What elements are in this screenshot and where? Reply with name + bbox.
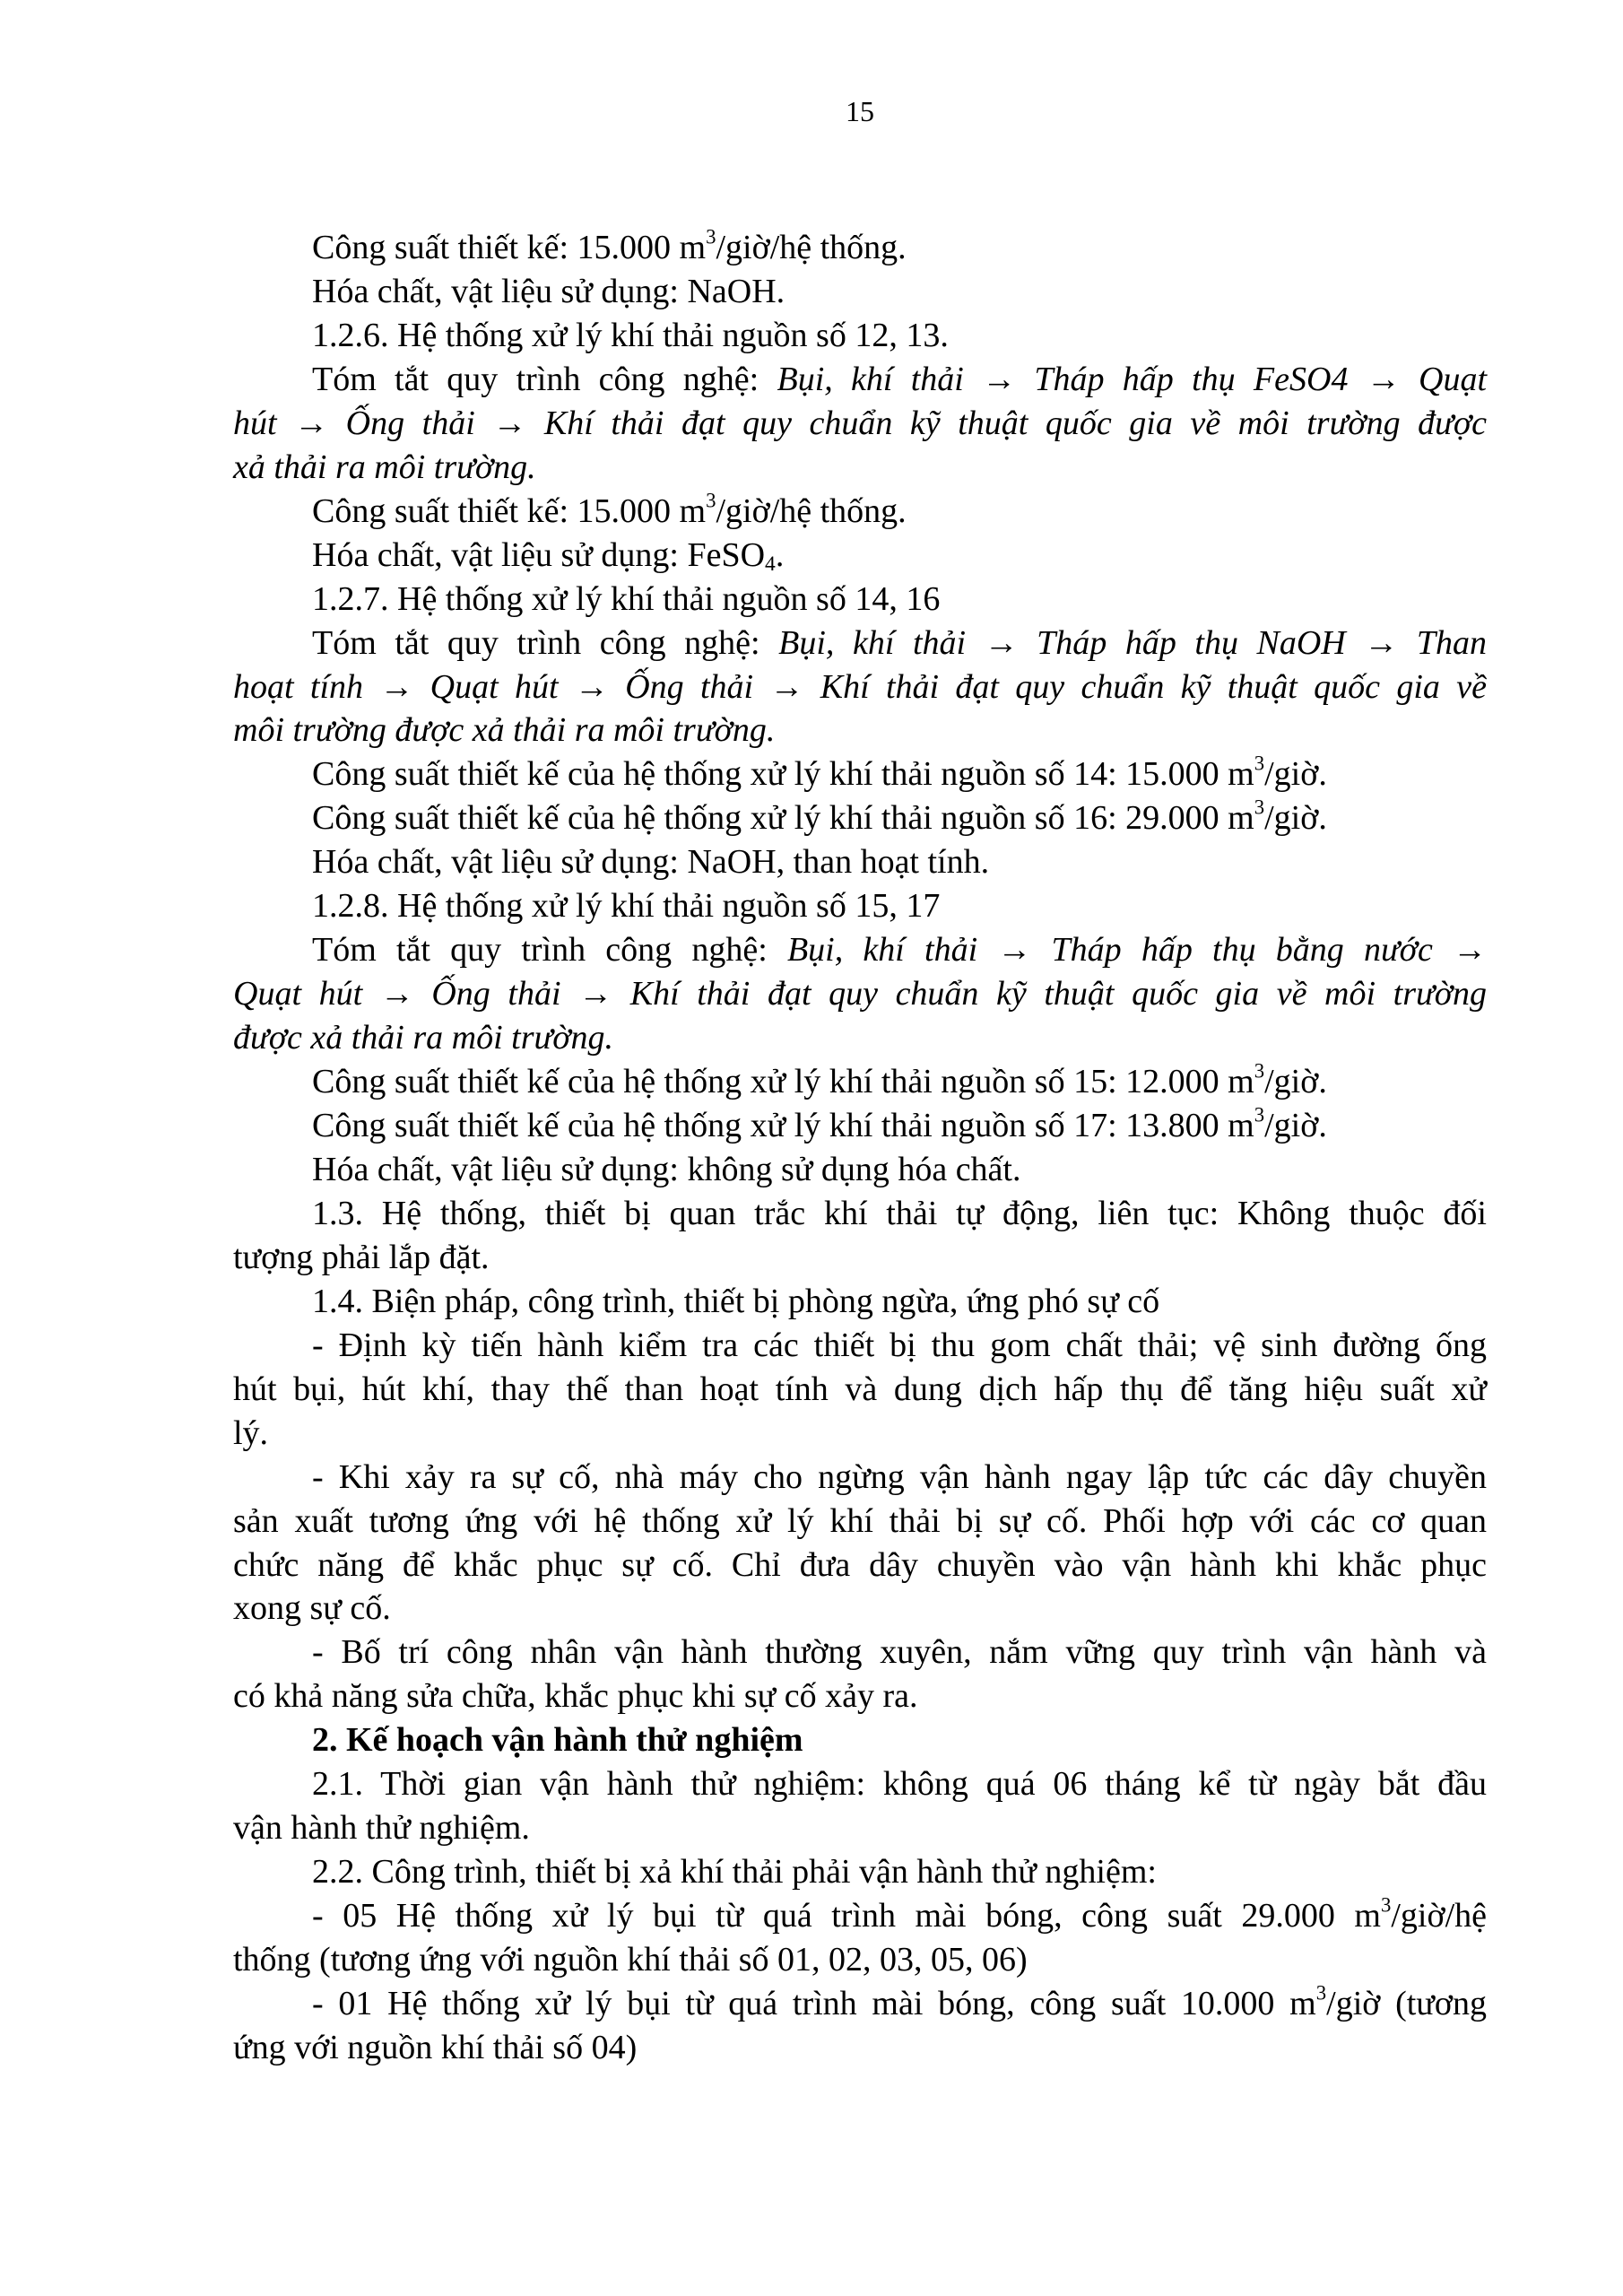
superscript: 3	[1254, 1059, 1265, 1083]
text-line	[233, 1324, 1487, 1367]
text-segment: thống (tương ứng với nguồn khí thải số 01, 02, 03, 05, 06)	[233, 1941, 1028, 1979]
text-segment: Công suất thiết kế của hệ thống xử lý khí thải nguồn số 14: 15.000 m	[312, 755, 1254, 794]
text-segment: vận hành thử nghiệm.	[233, 1809, 530, 1848]
section-heading	[233, 1718, 1487, 1761]
text-line	[233, 884, 1487, 927]
italic-text: Bụi, khí thải → Tháp hấp thụ bằng nước →	[786, 931, 1487, 970]
text-segment: /giờ/hệ thống.	[716, 491, 907, 530]
text-line	[233, 1500, 1487, 1543]
text-segment: Hóa chất, vật liệu sử dụng: NaOH.	[312, 272, 785, 310]
text-segment: 2.1. Thời gian vận hành thử nghiệm: không quá 06 tháng kể từ ngày bắt đầu	[312, 1765, 1487, 1804]
text-line	[233, 1060, 1487, 1103]
text-line	[233, 665, 1487, 709]
text-segment: - 05 Hệ thống xử lý bụi từ quá trình mài bóng, công suất 29.000 m	[312, 1897, 1381, 1935]
italic-text: Bụi, khí thải → Tháp hấp thụ NaOH → Than	[778, 623, 1487, 662]
text-segment: /giờ.	[1264, 1063, 1327, 1101]
text-segment: ứng với nguồn khí thải số 04)	[233, 2028, 638, 2066]
text-line	[233, 402, 1487, 445]
text-segment: Hóa chất, vật liệu sử dụng: không sử dụng hóa chất.	[312, 1150, 1021, 1188]
text-line	[233, 1368, 1487, 1411]
text-line	[233, 928, 1487, 971]
text-line	[233, 1412, 1487, 1455]
text-segment: Công suất thiết kế của hệ thống xử lý khí thải nguồn số 16: 29.000 m	[312, 799, 1254, 838]
text-line	[233, 358, 1487, 401]
text-segment: 1.2.8. Hệ thống xử lý khí thải nguồn số 15, 17	[312, 887, 941, 926]
text-line	[233, 1544, 1487, 1587]
italic-text: hoạt tính → Quạt hút → Ống thải → Khí thải đạt quy chuẩn kỹ thuật quốc gia về	[233, 667, 1487, 706]
text-line	[233, 1674, 1487, 1718]
superscript: 3	[1380, 1893, 1392, 1917]
text-segment: /giờ/hệ thống.	[716, 229, 907, 266]
italic-text: hút → Ống thải → Khí thải đạt quy chuẩn kỹ thuật quốc gia về môi trường được	[233, 404, 1487, 442]
text-segment: Tóm tắt quy trình công nghệ:	[312, 623, 779, 662]
text-line	[233, 1806, 1487, 1849]
text-line	[233, 1456, 1487, 1499]
text-segment: Công suất thiết kế của hệ thống xử lý khí thải nguồn số 17: 13.800 m	[312, 1107, 1254, 1144]
text-segment: tượng phải lắp đặt.	[233, 1238, 490, 1276]
text-segment: Hóa chất, vật liệu sử dụng: NaOH, than hoạt tính.	[312, 843, 990, 882]
superscript: 3	[706, 225, 716, 248]
text-segment: chức năng để khắc phục sự cố. Chỉ đưa dây chuyền vào vận hành khi khắc phục	[233, 1545, 1487, 1584]
text-line	[233, 1016, 1487, 1059]
text-segment: sản xuất tương ứng với hệ thống xử lý khí thải bị sự cố. Phối hợp với các cơ quan	[233, 1501, 1487, 1540]
text-line	[233, 578, 1487, 621]
text-segment: - Bố trí công nhân vận hành thường xuyên, nắm vững quy trình vận hành và	[312, 1633, 1487, 1672]
superscript: 3	[1315, 1981, 1327, 2005]
text-line	[233, 1280, 1487, 1323]
text-line	[233, 752, 1487, 796]
text-line	[233, 2026, 1487, 2069]
text-segment: - Định kỳ tiến hành kiểm tra các thiết bị thu gom chất thải; vệ sinh đường ống	[312, 1326, 1487, 1364]
text-segment: 1.4. Biện pháp, công trình, thiết bị phòng ngừa, ứng phó sự cố	[312, 1282, 1160, 1320]
text-line	[233, 709, 1487, 752]
text-segment: 1.2.6. Hệ thống xử lý khí thải nguồn số 12, 13.	[312, 316, 949, 354]
text-segment: 2. Kế hoạch vận hành thử nghiệm	[312, 1721, 803, 1760]
text-line	[233, 622, 1487, 665]
text-segment: /giờ.	[1264, 799, 1327, 838]
italic-text: môi trường được xả thải ra môi trường.	[233, 711, 776, 750]
text-segment: Tóm tắt quy trình công nghệ:	[312, 931, 787, 970]
text-segment: /giờ/hệ	[1391, 1897, 1487, 1935]
page-number: 15	[846, 95, 874, 127]
text-line	[233, 1850, 1487, 1893]
text-segment: 2.2. Công trình, thiết bị xả khí thải phải vận hành thử nghiệm:	[312, 1853, 1157, 1892]
text-line	[233, 1192, 1487, 1235]
text-segment: /giờ (tương	[1326, 1985, 1487, 2022]
superscript: 3	[1254, 752, 1265, 775]
text-line	[233, 796, 1487, 839]
text-segment: xong sự cố.	[233, 1589, 391, 1628]
text-line	[233, 446, 1487, 489]
text-segment: - 01 Hệ thống xử lý bụi từ quá trình mài bóng, công suất 10.000 m	[312, 1985, 1316, 2022]
text-line	[233, 1938, 1487, 1981]
text-line	[233, 1982, 1487, 2025]
text-line	[233, 840, 1487, 883]
italic-text: xả thải ra môi trường.	[233, 448, 536, 486]
text-line	[233, 1762, 1487, 1805]
text-line	[233, 1236, 1487, 1279]
text-segment: Công suất thiết kế của hệ thống xử lý khí thải nguồn số 15: 12.000 m	[312, 1063, 1254, 1101]
text-segment: 1.2.7. Hệ thống xử lý khí thải nguồn số 14, 16	[312, 579, 941, 618]
text-segment: Công suất thiết kế: 15.000 m	[312, 229, 707, 266]
text-segment: Công suất thiết kế: 15.000 m	[312, 491, 707, 530]
text-segment: có khả năng sửa chữa, khắc phục khi sự cố xảy ra.	[233, 1677, 918, 1716]
text-line	[233, 490, 1487, 533]
text-line	[233, 1148, 1487, 1191]
text-line	[233, 270, 1487, 313]
italic-text: Bụi, khí thải → Tháp hấp thụ FeSO4 → Quạt	[777, 360, 1487, 398]
text-segment: /giờ.	[1264, 755, 1327, 794]
italic-text: Quạt hút → Ống thải → Khí thải đạt quy chuẩn kỹ thuật quốc gia về môi trường	[233, 975, 1487, 1013]
text-segment: /giờ.	[1264, 1107, 1327, 1144]
subscript: 4	[765, 552, 776, 576]
superscript: 3	[1254, 796, 1265, 819]
text-segment: Tóm tắt quy trình công nghệ:	[312, 360, 777, 398]
italic-text: được xả thải ra môi trường.	[233, 1019, 613, 1057]
text-line	[233, 1894, 1487, 1937]
text-segment: lý.	[233, 1413, 269, 1452]
text-segment: Hóa chất, vật liệu sử dụng: FeSO	[312, 535, 766, 574]
text-line	[233, 534, 1487, 577]
superscript: 3	[1254, 1103, 1265, 1126]
text-line	[233, 314, 1487, 357]
text-segment: - Khi xảy ra sự cố, nhà máy cho ngừng vận hành ngay lập tức các dây chuyền	[312, 1457, 1487, 1496]
text-line	[233, 1631, 1487, 1674]
text-segment: .	[775, 535, 785, 574]
text-line	[233, 1587, 1487, 1630]
text-line	[233, 1104, 1487, 1147]
text-line	[233, 972, 1487, 1015]
superscript: 3	[706, 489, 716, 512]
text-segment: 1.3. Hệ thống, thiết bị quan trắc khí thải tự động, liên tục: Không thuộc đối	[312, 1194, 1487, 1232]
text-segment: hút bụi, hút khí, thay thế than hoạt tính và dung dịch hấp thụ để tăng hiệu suất xử	[233, 1370, 1487, 1408]
text-line	[233, 226, 1487, 269]
